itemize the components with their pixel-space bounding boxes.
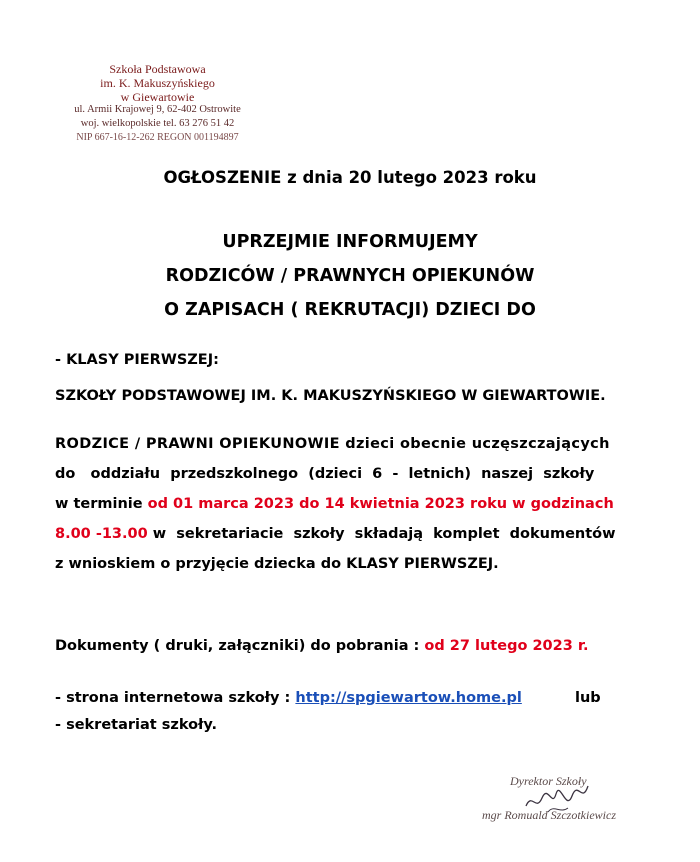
office-hours: 8.00 -13.00 <box>55 526 148 542</box>
school-stamp <box>55 60 260 148</box>
body-line-3 <box>55 496 614 512</box>
body-text: w terminie <box>55 496 148 512</box>
website-text: - strona internetowa szkoły : <box>55 690 296 706</box>
body-line-4 <box>55 526 616 542</box>
body-line-1: RODZICE / PRAWNI OPIEKUNOWIE dzieci obecnie uczęszczających <box>55 436 610 452</box>
signature-name: mgr Romuald Szczotkiewicz <box>482 808 616 822</box>
announcement-heading: OGŁOSZENIE z dnia 20 lutego 2023 roku <box>163 168 537 187</box>
stamp-line: w Giewartowie <box>120 90 195 104</box>
documents-date: od 27 lutego 2023 r. <box>424 638 589 654</box>
documents-text: Dokumenty ( druki, załączniki) do pobrania : <box>55 638 425 654</box>
title-line: RODZICÓW / PRAWNYCH OPIEKUNÓW <box>165 266 535 286</box>
stamp-line: Szkoła Podstawowa <box>109 62 206 76</box>
body-line-2: do oddziału przedszkolnego (dzieci 6 - letnich) naszej szkoły <box>55 466 595 482</box>
body-text: w sekretariacie szkoły składają komplet dokumentów <box>147 526 616 542</box>
school-website-link[interactable]: http://spgiewartow.home.pl <box>295 690 522 706</box>
class-line: - KLASY PIERWSZEJ: <box>55 352 219 368</box>
secretariat-line: - sekretariat szkoły. <box>55 717 218 733</box>
director-signature <box>462 768 652 838</box>
body-line-5: z wnioskiem o przyjęcie dziecka do KLASY PIERWSZEJ. <box>55 556 499 572</box>
school-line: SZKOŁY PODSTAWOWEJ IM. K. MAKUSZYŃSKIEGO W GIEWARTOWIE. <box>55 388 606 404</box>
stamp-line: ul. Armii Krajowej 9, 62-402 Ostrowite <box>74 104 241 115</box>
website-or: lub <box>575 690 601 706</box>
documents-line <box>55 638 588 654</box>
stamp-line: NIP 667-16-12-262 REGON 001194897 <box>76 132 239 143</box>
stamp-line: im. K. Makuszyńskiego <box>100 76 215 90</box>
enrollment-period: od 01 marca 2023 do 14 kwietnia 2023 roku w godzinach <box>147 496 614 512</box>
signature-title: Dyrektor Szkoły <box>510 774 587 788</box>
website-line <box>55 690 522 706</box>
title-line: O ZAPISACH ( REKRUTACJI) DZIECI DO <box>164 300 536 320</box>
stamp-line: woj. wielkopolskie tel. 63 276 51 42 <box>80 118 235 129</box>
title-line: UPRZEJMIE INFORMUJEMY <box>222 232 478 252</box>
